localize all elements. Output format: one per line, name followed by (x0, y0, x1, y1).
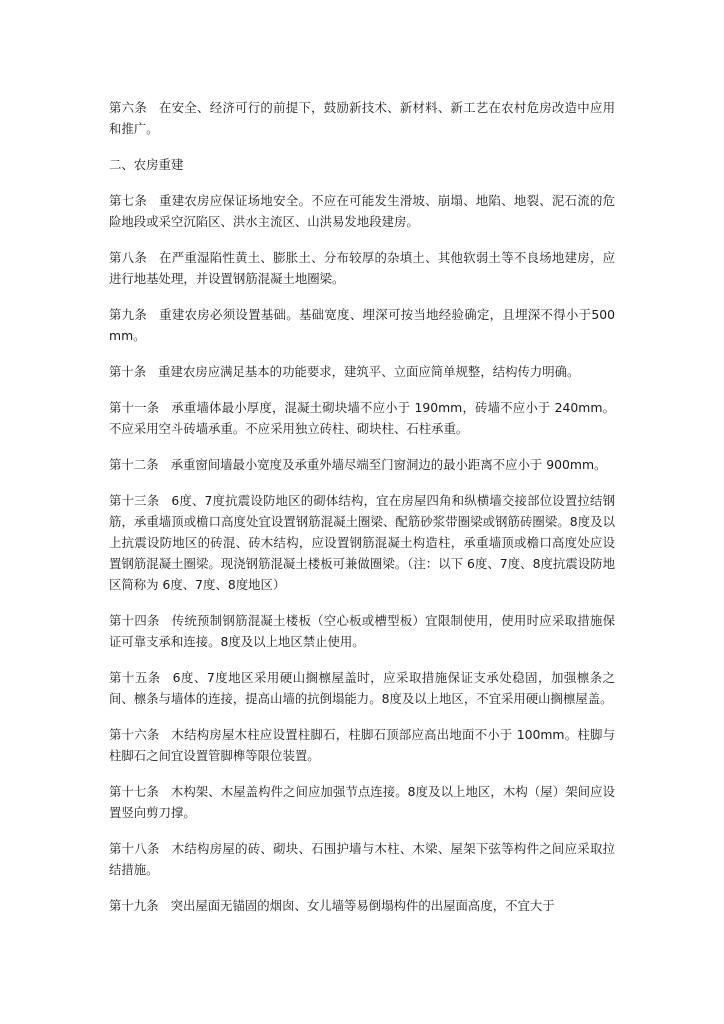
article-text: 重建农房应满足基本的功能要求，建筑平、立面应简单规整，结构传力明确。 (158, 364, 580, 379)
article-label: 第八条 (109, 250, 148, 265)
article-13 (109, 490, 615, 595)
article-label: 第十八条 (109, 841, 160, 856)
article-label: 第十四条 (109, 613, 160, 628)
article-text: 突出屋面无锚固的烟囱、女儿墙等易倒塌构件的出屋面高度，不宜大于 (170, 898, 555, 913)
article-label: 第九条 (109, 307, 148, 322)
article-19 (109, 895, 615, 916)
article-16 (109, 724, 615, 766)
article-text: 在安全、经济可行的前提下，鼓励新技术、新材料、新工艺在农村危房改造中应用和推广。 (109, 100, 616, 136)
article-label: 第十二条 (109, 457, 159, 472)
article-15 (109, 667, 615, 709)
article-label: 第六条 (109, 100, 148, 115)
article-label: 第十六条 (109, 727, 160, 742)
article-label: 第十一条 (109, 400, 160, 415)
article-text: 承重墙体最小厚度，混凝土砌块墙不应小于 190mm，砖墙不应小于 240mm。不应采用空斗砖墙承重。不应采用独立砖柱、砌块柱、石柱承重。 (109, 400, 615, 436)
article-label: 第十七条 (109, 784, 159, 799)
article-11 (109, 397, 615, 439)
article-label: 第十三条 (109, 493, 160, 508)
article-text: 6度、7度地区采用硬山搁檩屋盖时，应采取措施保证支承处稳固，加强檩条之间、檩条与墙体的连接，提高山墙的抗倒塌能力。8度及以上地区，不宜采用硬山搁檩屋盖。 (109, 670, 615, 706)
article-label: 第十九条 (109, 898, 159, 913)
article-14 (109, 610, 615, 652)
article-label: 第七条 (109, 193, 148, 208)
article-label: 第十条 (109, 364, 147, 379)
document-page (109, 97, 615, 931)
section-heading: 二、农房重建 (109, 157, 184, 172)
article-text: 木结构房屋木柱应设置柱脚石，柱脚石顶部应高出地面不小于 100mm。柱脚与柱脚石之间宜设置管脚榫等限位装置。 (109, 727, 616, 763)
article-18 (109, 838, 615, 880)
article-text: 重建农房应保证场地安全。不应在可能发生滑坡、崩塌、地陷、地裂、泥石流的危险地段或采空沉陷区、洪水主流区、山洪易发地段建房。 (109, 193, 616, 229)
article-text: 木结构房屋的砖、砌块、石围护墙与木柱、木梁、屋架下弦等构件之间应采取拉结措施。 (109, 841, 616, 877)
article-text: 传统预制钢筋混凝土楼板（空心板或槽型板）宜限制使用，使用时应采取措施保证可靠支承和连接。8度及以上地区禁止使用。 (109, 613, 616, 649)
article-text: 木构架、木屋盖构件之间应加强节点连接。8度及以上地区，木构（屋）架间应设置竖向剪刀撑。 (109, 784, 615, 820)
article-text: 承重窗间墙最小宽度及承重外墙尽端至门窗洞边的最小距离不应小于 900mm。 (170, 457, 607, 472)
article-text: 6度、7度抗震设防地区的砌体结构，宜在房屋四角和纵横墙交接部位设置拉结钢筋，承重墙顶或檐口高度处宜设置钢筋混凝土圈梁、配筋砂浆带圈梁或钢筋砖圈梁。8度及以上抗震设防地区的砖混、砖木结构，应设置钢筋混凝土构造柱，承重墙顶或檐口高度处应设置钢筋混凝土圈梁。现浇钢筋混凝土楼板可兼做圈梁。（注：以下 6度、7度、8度抗震设防地区简称为 6度、7度、8度地区） (109, 493, 615, 592)
article-label: 第十五条 (109, 670, 161, 685)
article-9 (109, 304, 615, 346)
article-12 (109, 454, 615, 475)
article-text: 重建农房必须设置基础。基础宽度、埋深可按当地经验确定，且埋深不得小于500mm。 (109, 307, 615, 343)
article-text: 在严重湿陷性黄土、膨胀土、分布较厚的杂填土、其他软弱土等不良场地建房，应进行地基处理，并设置钢筋混凝土地圈梁。 (109, 250, 616, 286)
article-17 (109, 781, 615, 823)
article-8 (109, 247, 615, 289)
article-7 (109, 190, 615, 232)
article-6 (109, 97, 615, 139)
article-10 (109, 361, 615, 382)
